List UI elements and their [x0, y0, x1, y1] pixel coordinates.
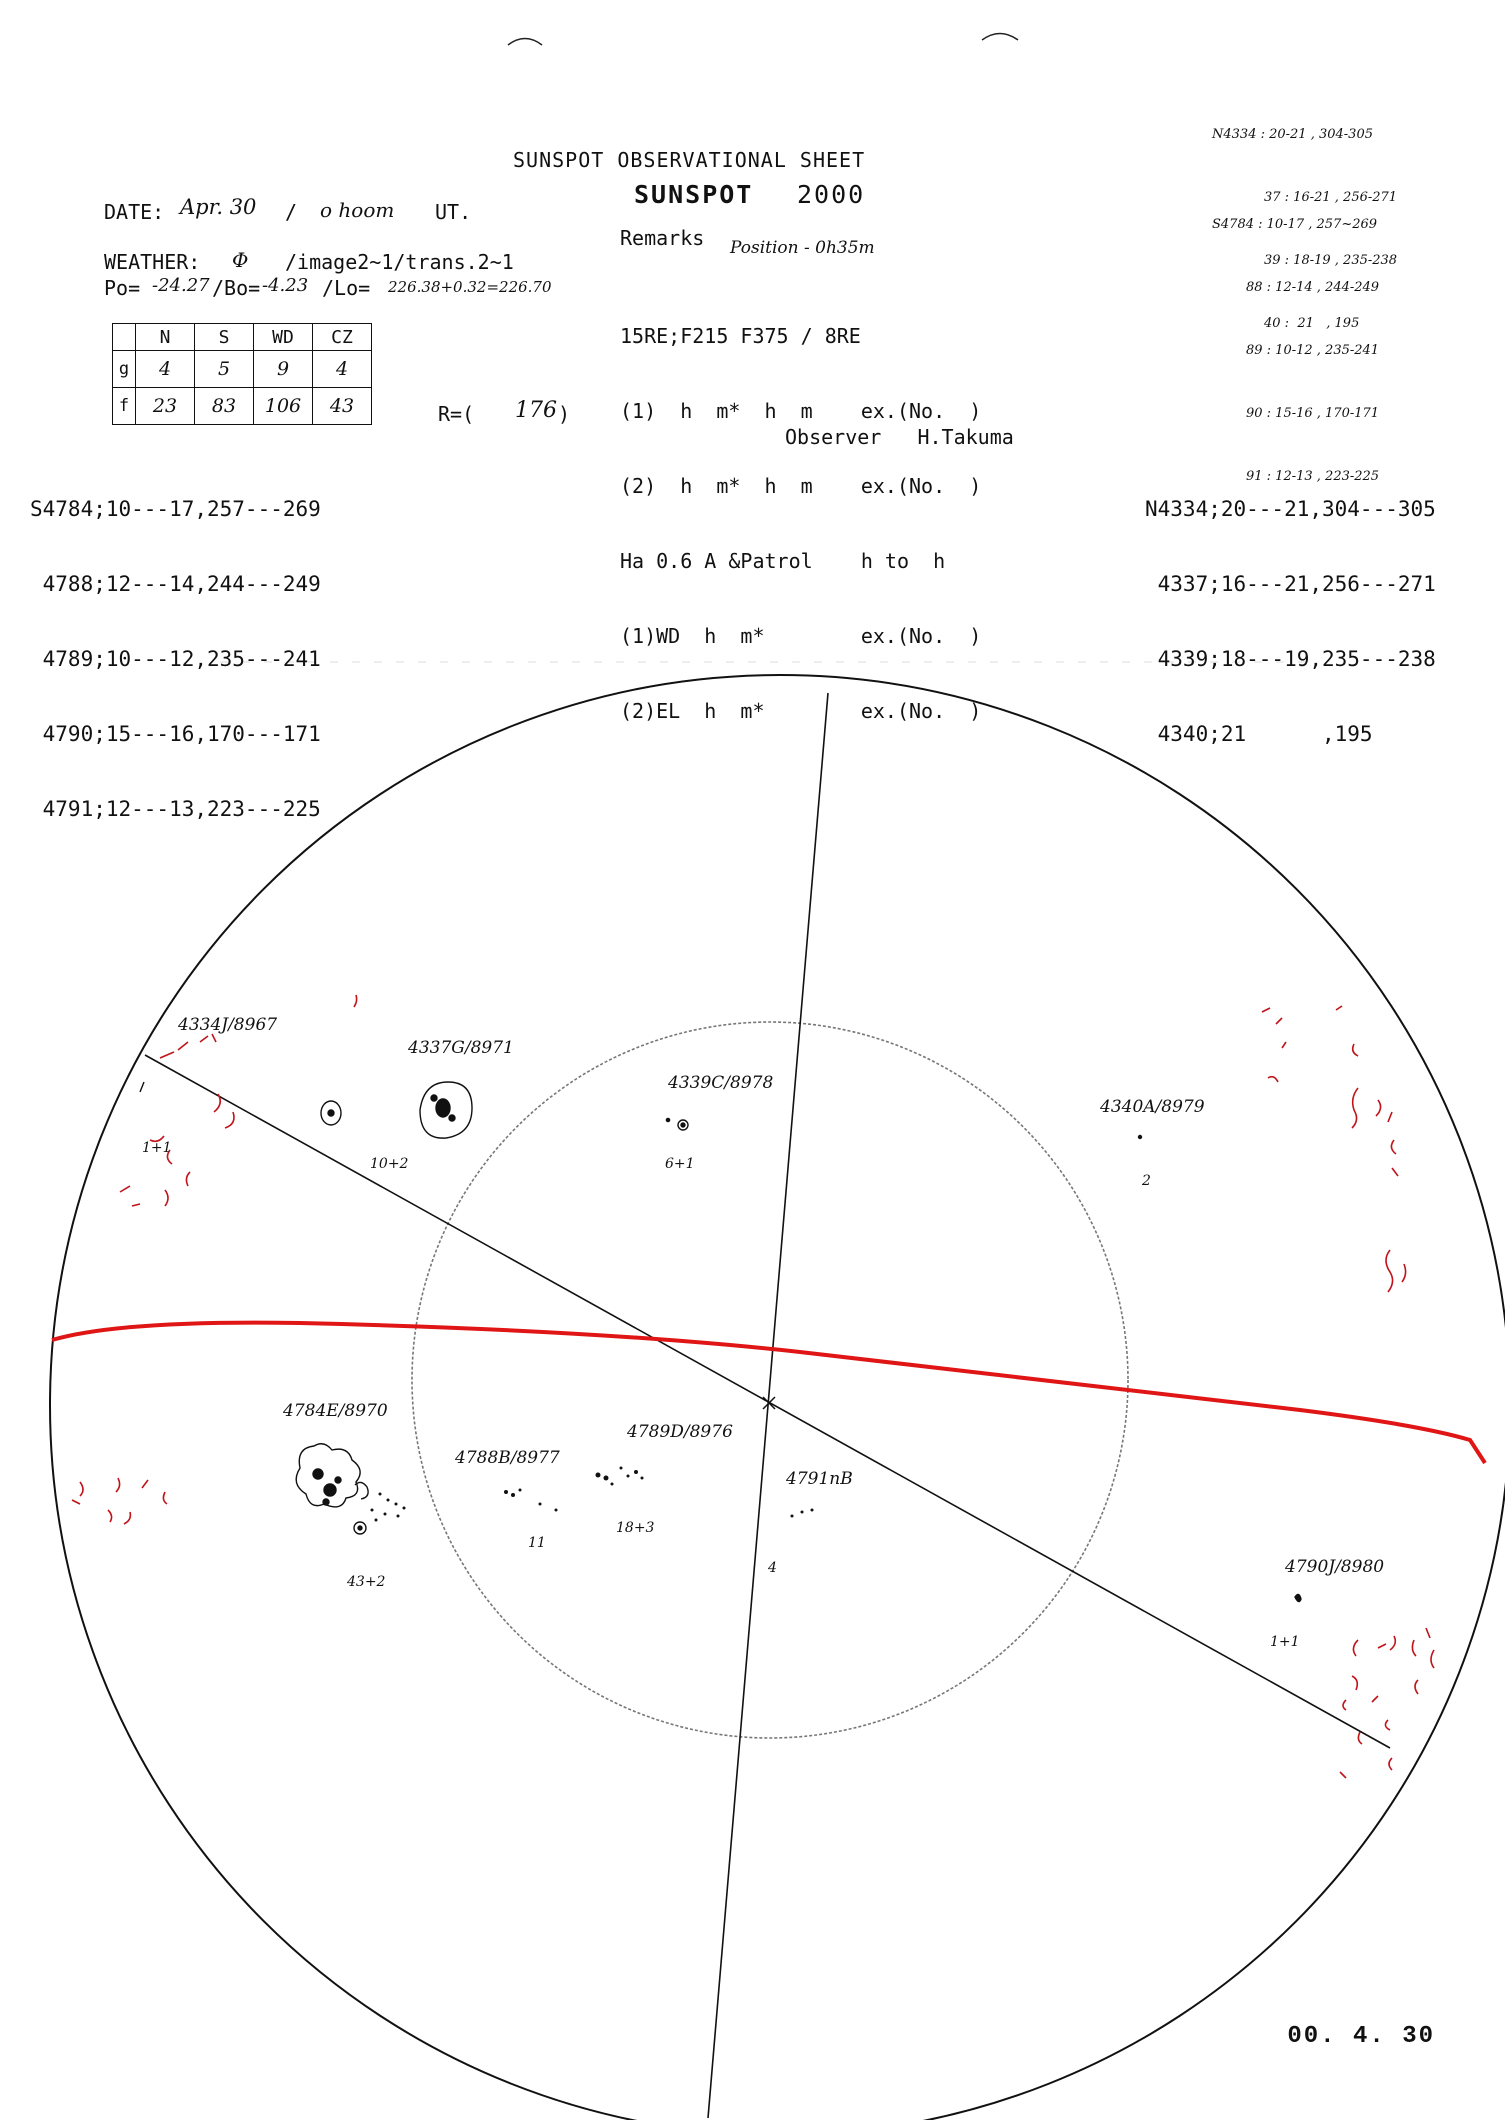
po-label: Po=: [104, 276, 141, 300]
col-wd: WD: [254, 324, 313, 351]
count-4337: 10+2: [370, 1156, 409, 1172]
north-group-item: N4334;20---21,304---305: [1145, 497, 1436, 521]
count-4340: 2: [1142, 1173, 1151, 1189]
row-f-label: f: [113, 388, 136, 425]
spot-4334: [140, 1082, 144, 1092]
spot-4789: [596, 1467, 644, 1486]
remarks-line: Ha 0.6 A &Patrol h to h: [620, 549, 946, 573]
label-4337: 4337G/8971: [408, 1038, 514, 1058]
spot-4784-main: [296, 1444, 360, 1507]
corner-notes-south: S4784 : 10-17 , 257~269 88 : 12-14 , 244-249 89 : 10-12 , 235-241 90 : 15-16 , 170-171 91 : 12-13 , 223-225: [1212, 217, 1380, 484]
weather-symbol: Φ: [232, 248, 249, 272]
f-s: 83: [195, 388, 254, 425]
ut-label: UT.: [435, 200, 472, 224]
north-group-list: [1145, 447, 1436, 772]
bo-label: /Bo=: [212, 276, 261, 300]
f-wd: 106: [254, 388, 313, 425]
f-n: 23: [136, 388, 195, 425]
row-g-label: g: [113, 351, 136, 388]
weather-conditions: /image2~1/trans.2~1: [285, 250, 514, 274]
weather-label: WEATHER:: [104, 250, 201, 274]
g-n: 4: [136, 351, 195, 388]
central-meridian-line: [708, 693, 828, 2118]
r-prefix: R=(: [438, 402, 475, 426]
count-4790: 1+1: [1270, 1634, 1300, 1650]
punch-hole-right: [982, 34, 1018, 41]
col-cz: CZ: [313, 324, 372, 351]
bo-value: -4.23: [262, 275, 309, 296]
spot-4340: [1139, 1136, 1142, 1139]
facula-marks-left: [72, 995, 357, 1524]
remarks-handwritten: Position - 0h35m: [730, 238, 875, 258]
spot-4784-followers: [371, 1493, 406, 1522]
label-4789: 4789D/8976: [627, 1422, 733, 1442]
remarks-line: (2) h m* h m ex.(No. ): [620, 474, 982, 498]
south-group-item: 4788;12---14,244---249: [30, 572, 321, 596]
g-cz: 4: [313, 351, 372, 388]
spot-4788: [504, 1489, 558, 1512]
r-value: 176: [515, 398, 557, 423]
count-4791: 4: [768, 1560, 777, 1576]
r-suffix: ): [558, 402, 571, 426]
remarks-line: 15RE;F215 F375 / 8RE: [620, 324, 861, 348]
solar-disk-outline: [50, 675, 1505, 2120]
remarks-line: (2)EL h m* ex.(No. ): [620, 699, 982, 723]
corner-notes-north: N4334 : 20-21 , 304-305 37 : 16-21 , 256-271 39 : 18-19 , 235-238 40 : 21 , 195: [1212, 127, 1398, 331]
remarks-block: [620, 274, 981, 749]
count-4789: 18+3: [616, 1520, 655, 1536]
date-stamp: 00. 4. 30: [1287, 2023, 1435, 2050]
count-4339: 6+1: [665, 1156, 695, 1172]
south-group-item: 4789;10---12,235---241: [30, 647, 321, 671]
date-value: Apr. 30: [180, 195, 257, 219]
label-4339: 4339C/8978: [668, 1073, 774, 1093]
sunspot-title: SUNSPOT: [634, 180, 754, 209]
label-4788: 4788B/8977: [455, 1448, 560, 1468]
punch-hole-left: [508, 39, 542, 46]
spot-4790: [1295, 1594, 1301, 1601]
label-4791: 4791nB: [786, 1469, 853, 1489]
spot-4791: [791, 1509, 814, 1518]
observer: Observer H.Takuma: [785, 425, 1014, 449]
north-group-item: 4337;16---21,256---271: [1145, 572, 1436, 596]
lo-value: 226.38+0.32=226.70: [388, 278, 552, 296]
col-n: N: [136, 324, 195, 351]
remarks-line: (1) h m* h m ex.(No. ): [620, 399, 982, 423]
south-group-item: 4791;12---13,223---225: [30, 797, 321, 821]
count-4788: 11: [528, 1535, 546, 1551]
col-s: S: [195, 324, 254, 351]
south-group-item: S4784;10---17,257---269: [30, 497, 321, 521]
facula-marks-right: [1262, 1006, 1434, 1778]
lo-label: /Lo=: [322, 276, 371, 300]
count-4784: 43+2: [347, 1574, 386, 1590]
sunspot-sketches: [140, 1082, 1301, 1602]
sheet-title: SUNSPOT OBSERVATIONAL SHEET: [513, 148, 866, 172]
date-label: DATE:: [104, 200, 165, 224]
date-separator: /: [285, 200, 298, 224]
label-4340: 4340A/8979: [1100, 1097, 1205, 1117]
label-4334: 4334J/8967: [178, 1015, 278, 1035]
north-group-item: 4339;18---19,235---238: [1145, 647, 1436, 671]
north-group-item: 4340;21 ,195: [1145, 722, 1373, 746]
year-title: 2000: [797, 180, 866, 209]
south-group-item: 4790;15---16,170---171: [30, 722, 321, 746]
count-4334: 1+1: [142, 1140, 172, 1156]
f-cz: 43: [313, 388, 372, 425]
label-4784: 4784E/8970: [283, 1401, 388, 1421]
time-value: o hoom: [320, 198, 395, 222]
label-4790: 4790J/8980: [1285, 1557, 1385, 1577]
g-s: 5: [195, 351, 254, 388]
sunspot-count-table: [112, 323, 372, 425]
remarks-line: (1)WD h m* ex.(No. ): [620, 624, 982, 648]
remarks-label: Remarks: [620, 226, 705, 250]
g-wd: 9: [254, 351, 313, 388]
po-value: -24.27: [152, 275, 210, 296]
south-group-list: [30, 447, 321, 847]
